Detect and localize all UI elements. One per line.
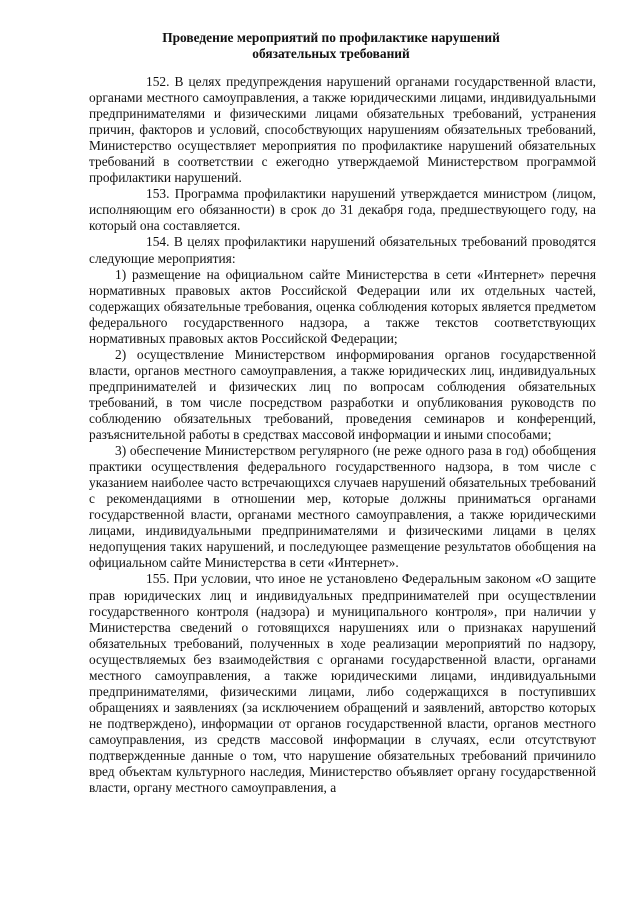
paragraph-154: 154. В целях профилактики нарушений обязательных требований проводятся следующие мероприятия: [89,234,596,266]
heading-line-1: Проведение мероприятий по профилактике нарушений [162,30,500,45]
list-item-1: 1) размещение на официальном сайте Министерства в сети «Интернет» перечня нормативных правовых актов Российской Федерации или их отдельных частей, содержащих обязательные требования, оценка соблюдения которых является предметом федерального государственного надзора, а также текстов соответствующих нормативных правовых актов Российской Федерации; [89,266,596,346]
list-item-3: 3) обеспечение Министерством регулярного (не реже одного раза в год) обобщения практики осуществления федерального государственного надзора, в том числе с указанием наиболее часто встречающихся случаев нарушений обязательных требований с рекомендациями в отношении мер, которые должны приниматься органами государственной власти, органами местного самоуправления, а также юридическими лицами, индивидуальными предпринимателями и физическими лицами в целях недопущения таких нарушений, и последующее размещение результатов обобщения на официальном сайте Министерства в сети «Интернет». [89,443,596,571]
heading-line-2: обязательных требований [252,46,410,61]
paragraph-152: 152. В целях предупреждения нарушений органами государственной власти, органами местного самоуправления, а также юридическими лицами, индивидуальными предпринимателями и физическими лицами обязательных требований, устранения причин, факторов и условий, способствующих нарушениям обязательных требований, Министерство осуществляет мероприятия по профилактике нарушений обязательных требований в соответствии с ежегодно утверждаемой Министерством программой профилактики нарушений. [89,74,596,186]
section-heading [66,30,596,62]
paragraph-155: 155. При условии, что иное не установлено Федеральным законом «О защите прав юридических лиц и индивидуальных предпринимателей при осуществлении государственного контроля (надзора) и муниципального контроля», при наличии у Министерства сведений о готовящихся нарушениях или о признаках нарушений обязательных требований, полученных в ходе реализации мероприятий по надзору, осуществляемых без взаимодействия с органами государственной власти, органами местного самоуправления, а также юридическими лицами, индивидуальными предпринимателями, физическими лицами, либо содержащихся в поступивших обращениях и заявлениях (за исключением обращений и заявлений, авторство которых не подтверждено), информации от органов государственной власти, органов местного самоуправления, из средств массовой информации в случаях, если отсутствуют подтвержденные данные о том, что нарушение обязательных требований причинило вред объектам культурного наследия, Министерство объявляет органу государственной власти, органу местного самоуправления, а [89,571,596,796]
list-item-2: 2) осуществление Министерством информирования органов государственной власти, органов местного самоуправления, а также юридических лиц, индивидуальных предпринимателей и физических лиц по вопросам соблюдения обязательных требований, в том числе посредством разработки и опубликования руководств по соблюдению обязательных требований, проведения семинаров и конференций, разъяснительной работы в средствах массовой информации и иными способами; [89,346,596,443]
document-body [89,74,596,796]
paragraph-153: 153. Программа профилактики нарушений утверждается министром (лицом, исполняющим его обязанности) в срок до 31 декабря года, предшествующего году, на который она составляется. [89,186,596,234]
